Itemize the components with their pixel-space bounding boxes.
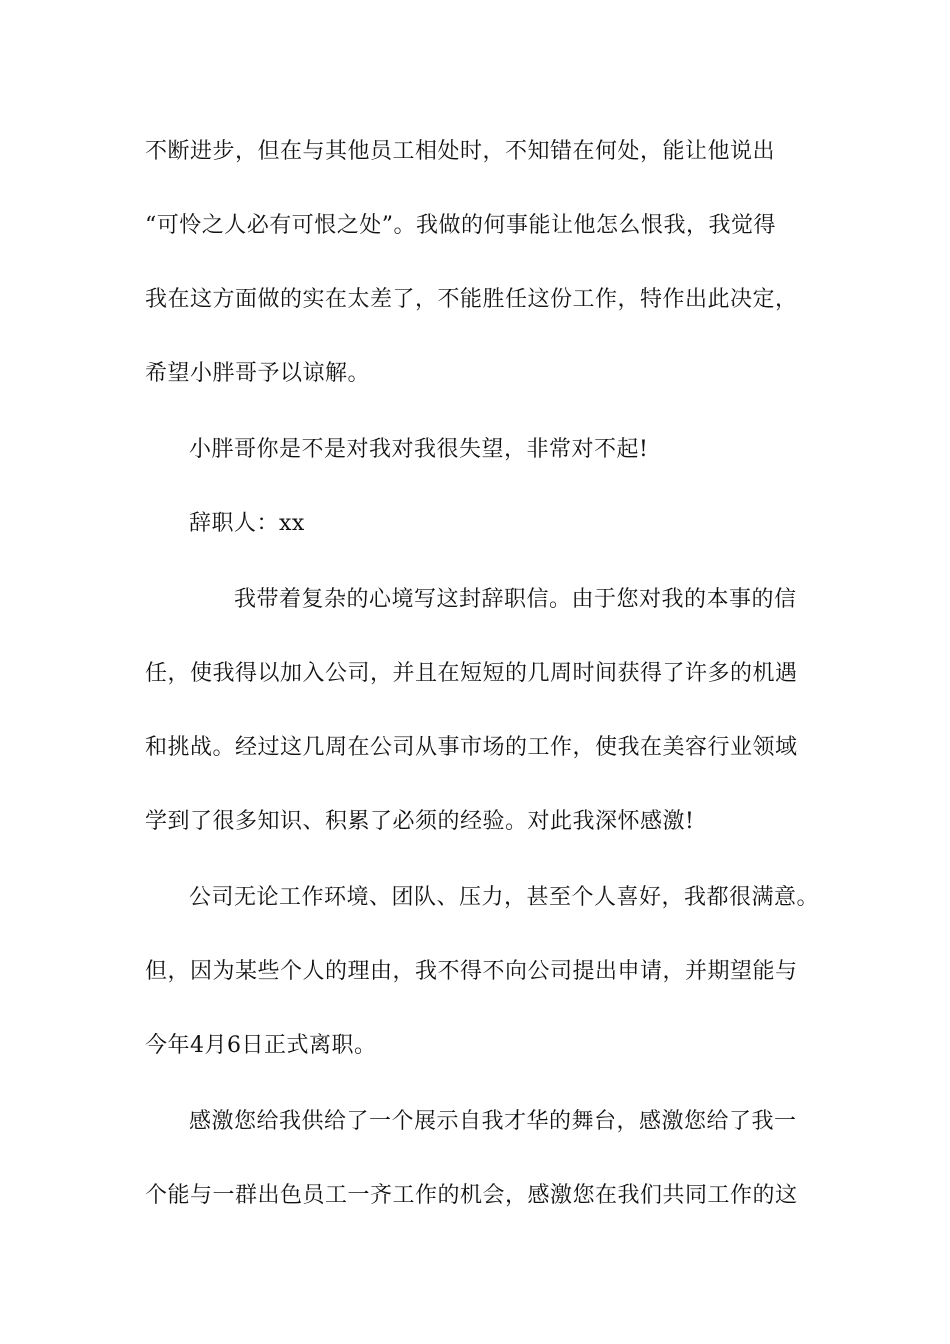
text-line-4: 希望小胖哥予以谅解。 (145, 361, 371, 386)
signature-line: 辞职人：xx (189, 511, 305, 536)
text-line-8: 任，使我得以加入公司，并且在短短的几周时间获得了许多的机遇 (145, 661, 798, 686)
text-line-2: “可怜之人必有可恨之处”。我做的何事能让他怎么恨我，我觉得 (145, 213, 776, 238)
text-line-5: 小胖哥你是不是对我对我很失望，非常对不起! (189, 437, 649, 462)
text-line-10: 学到了很多知识、积累了必须的经验。对此我深怀感激! (145, 809, 695, 834)
text-line-1: 不断进步，但在与其他员工相处时，不知错在何处，能让他说出 (145, 139, 776, 164)
text-line-7: 我带着复杂的心境写这封辞职信。由于您对我的本事的信 (234, 587, 797, 612)
text-line-12: 但，因为某些个人的理由，我不得不向公司提出申请，并期望能与 (145, 959, 798, 984)
text-line-3: 我在这方面做的实在太差了，不能胜任这份工作，特作出此决定， (145, 287, 798, 312)
text-line-15: 个能与一群出色员工一齐工作的机会，感激您在我们共同工作的这 (145, 1183, 798, 1208)
text-line-14: 感激您给我供给了一个展示自我才华的舞台，感激您给了我一 (189, 1109, 797, 1134)
text-line-11: 公司无论工作环境、团队、压力，甚至个人喜好，我都很满意。 (189, 885, 820, 910)
text-line-9: 和挑战。经过这几周在公司从事市场的工作，使我在美容行业领域 (145, 735, 798, 760)
text-line-13: 今年4月6日正式离职。 (145, 1033, 377, 1058)
